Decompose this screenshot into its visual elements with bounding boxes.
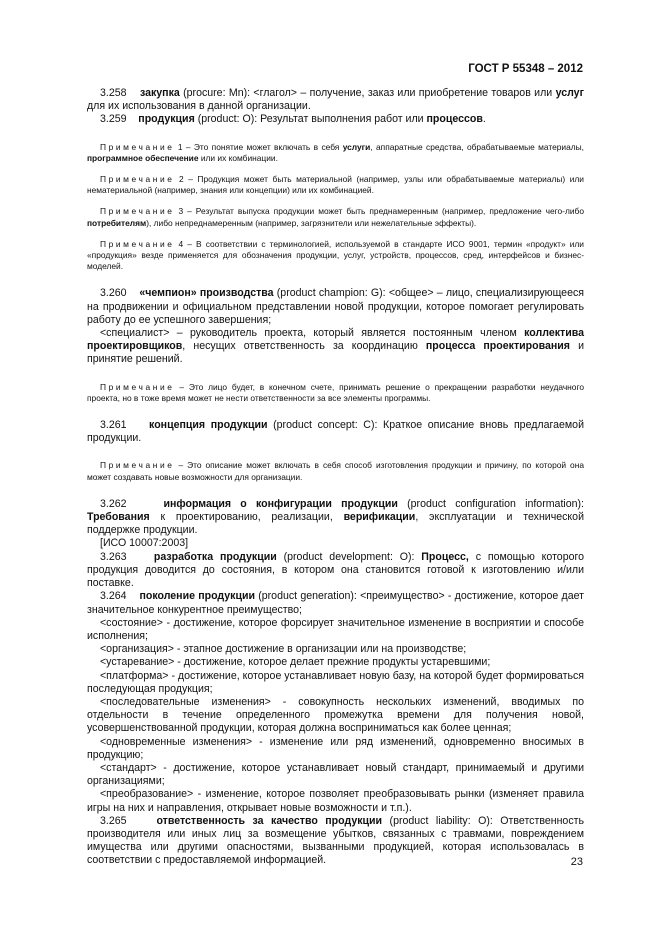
note-label: Примечание — [100, 381, 175, 392]
term-link: услуг — [555, 87, 584, 99]
term-number: 3.258 — [100, 87, 127, 99]
term-3-265 — [87, 815, 584, 868]
note-label: Примечание — [100, 238, 175, 249]
term-3-264-item: <устаревание> - достижение, которое делает прежние продукты устаревшими; — [100, 656, 491, 669]
term-3-264-item: <стандарт> - достижение, которое устанавливает новый стандарт, принимаемый и другими организациями; — [87, 761, 584, 788]
term-text: (product development: O): — [276, 550, 422, 563]
term-number: 3.259 — [100, 113, 127, 126]
term-number: 3.263 — [100, 550, 127, 563]
term-link: Требования — [87, 511, 150, 524]
note-3-259-4 — [87, 239, 584, 273]
term-3-262-reference: [ИСО 10007:2003] — [100, 537, 189, 550]
note-text: 3 – Результат выпуска продукции может быть преднамеренным (например, предложение чего-либо — [174, 206, 584, 217]
term-text: (procure: Mn): <глагол> – получение, заказ или приобретение товаров или — [179, 87, 556, 99]
term-3-263 — [87, 551, 584, 591]
term-3-262 — [87, 498, 584, 538]
term-title: концепция продукции — [149, 419, 268, 432]
term-title: информация о конфигурации продукции — [163, 497, 398, 510]
term-3-259 — [87, 113, 584, 126]
note-label: Примечание — [100, 174, 175, 185]
term-link: Процесс, — [421, 550, 469, 563]
note-3-259-3 — [87, 206, 584, 228]
note-3-260 — [87, 382, 584, 404]
term-3-264-item: <платформа> - достижение, которое устанавливает новую базу, на которой будет формироваться последующая продукция; — [87, 669, 584, 695]
term-text: , несущих ответственность за координацию — [182, 340, 426, 353]
term-text: , эксплуатации и технической поддержке продукции. — [87, 511, 584, 537]
term-number: 3.260 — [100, 287, 127, 300]
note-text: ), либо непреднамеренным (например, загрязнители или нежелательные эффекты). — [146, 217, 477, 228]
note-label: Примечание — [100, 141, 175, 152]
term-number: 3.261 — [100, 419, 127, 432]
term-number: 3.264 — [100, 590, 127, 603]
term-text: к проектированию, реализации, — [149, 511, 344, 524]
term-link: процесса проектирования — [425, 340, 570, 353]
document-header: ГОСТ Р 55348 – 2012 — [468, 63, 583, 75]
note-text: 1 – Это понятие может включать в себя — [174, 141, 343, 152]
note-3-259-1 — [87, 142, 584, 164]
term-text: для их использования в данной организации. — [87, 100, 311, 113]
term-3-264-item: <состояние> - достижение, которое форсирует значительное изменение в восприятии и способе исполнения; — [87, 616, 584, 642]
term-link: коллектива проектировщиков — [87, 327, 584, 353]
term-link: потребителям — [87, 217, 147, 228]
term-link: верификации — [343, 511, 416, 524]
term-3-264-item: <последовательные изменения> - совокупность нескольких изменений, вводимых по отдельности в течение определенного промежутка времени для получения новой, усовершенствованной продукции, которая должна восприниматься как более ценная; — [87, 695, 584, 735]
note-text: – Это лицо будет, в конечном счете, принимать решение о прекращении разработки неудачного проекта, но в тоже время может не нести ответственности за все элементы программы. — [87, 381, 584, 403]
term-number: 3.262 — [100, 497, 127, 510]
term-3-264 — [87, 590, 584, 616]
term-3-261 — [87, 419, 584, 445]
term-link: программное обеспечение — [87, 152, 199, 163]
page-number: 23 — [570, 856, 583, 868]
term-title: «чемпион» производства — [139, 287, 274, 300]
document-body — [87, 87, 584, 868]
note-text: 2 – Продукция может быть материальной (например, узлы или обрабатываемые материалы) или нематериальной (например, знания или концепции) или их комбинацией. — [87, 174, 584, 196]
term-text: (product champion: G): <общее> – лицо, специализирующееся на продвижении и официальном представлении новой продукции, которое помогает регулировать работу до ее успешного завершения; — [87, 287, 585, 326]
term-text: . — [482, 113, 486, 126]
note-text: или их комбинации. — [198, 152, 278, 163]
term-text: (product liability: O): Ответственность производителя или иных лиц за возмещение убытков, связанных с травмами, повреждением имущества или другими опасностями, вызванными продукцией, которая использовалась в соответствии с предоставляемой информацией. — [87, 814, 584, 867]
term-title: ответственность за качество продукции — [156, 814, 383, 827]
note-3-259-2 — [87, 174, 584, 196]
term-title: продукция — [138, 113, 195, 126]
term-text: с помощью которого продукция доводится до состояния, в котором она становится готовой к изготовлению и/или поставке. — [87, 550, 584, 590]
term-3-264-item: <преобразование> - изменение, которое позволяет преобразовывать рынки (изменяет правила игры на них и направления, открывает новые возможности и т.п.). — [87, 788, 584, 814]
term-3-258 — [87, 87, 584, 113]
term-title: поколение продукции — [139, 590, 255, 603]
term-3-264-item: <одновременные изменения> - изменение или ряд изменений, одновременно вносимых в продукцию; — [87, 735, 584, 761]
term-3-260-specialist — [87, 327, 584, 367]
term-3-264-item: <организация> - этапное достижение в организации или на производстве; — [100, 643, 467, 656]
term-text: и принятие решений. — [87, 340, 584, 366]
term-text: (product generation): <преимущество> - достижение, которое дает значительное конкурентное преимущество; — [87, 590, 584, 616]
note-text: , аппаратные средства, обрабатываемые материалы, — [370, 141, 584, 152]
note-label: Примечание — [100, 206, 175, 217]
term-title: закупка — [139, 87, 180, 99]
note-label: Примечание — [100, 460, 175, 471]
term-3-260 — [87, 287, 584, 327]
term-number: 3.265 — [100, 814, 127, 827]
term-text: (product concept: C): Краткое описание вновь предлагаемой продукции. — [87, 419, 584, 445]
term-text: <специалист> – руководитель проекта, который является постоянным членом — [100, 327, 525, 340]
term-title: разработка продукции — [153, 550, 277, 563]
term-text: (product: O): Результат выполнения работ или — [194, 113, 427, 126]
term-text: (product configuration information): — [397, 497, 584, 510]
note-text: – Это описание может включать в себя способ изготовления продукции и причину, по которой она может создавать новые возможности для организации. — [87, 460, 584, 482]
term-link: процессов — [426, 113, 483, 126]
note-text: 4 – В соответствии с терминологией, используемой в стандарте ИСО 9001, термин «продукт» или «продукция» везде применяется для обозначения продукции, услуг, устройств, процессов, сред, интерфейсов и бизнес-моделей. — [87, 238, 584, 272]
term-link: услуги — [342, 141, 371, 152]
note-3-261 — [87, 460, 584, 482]
